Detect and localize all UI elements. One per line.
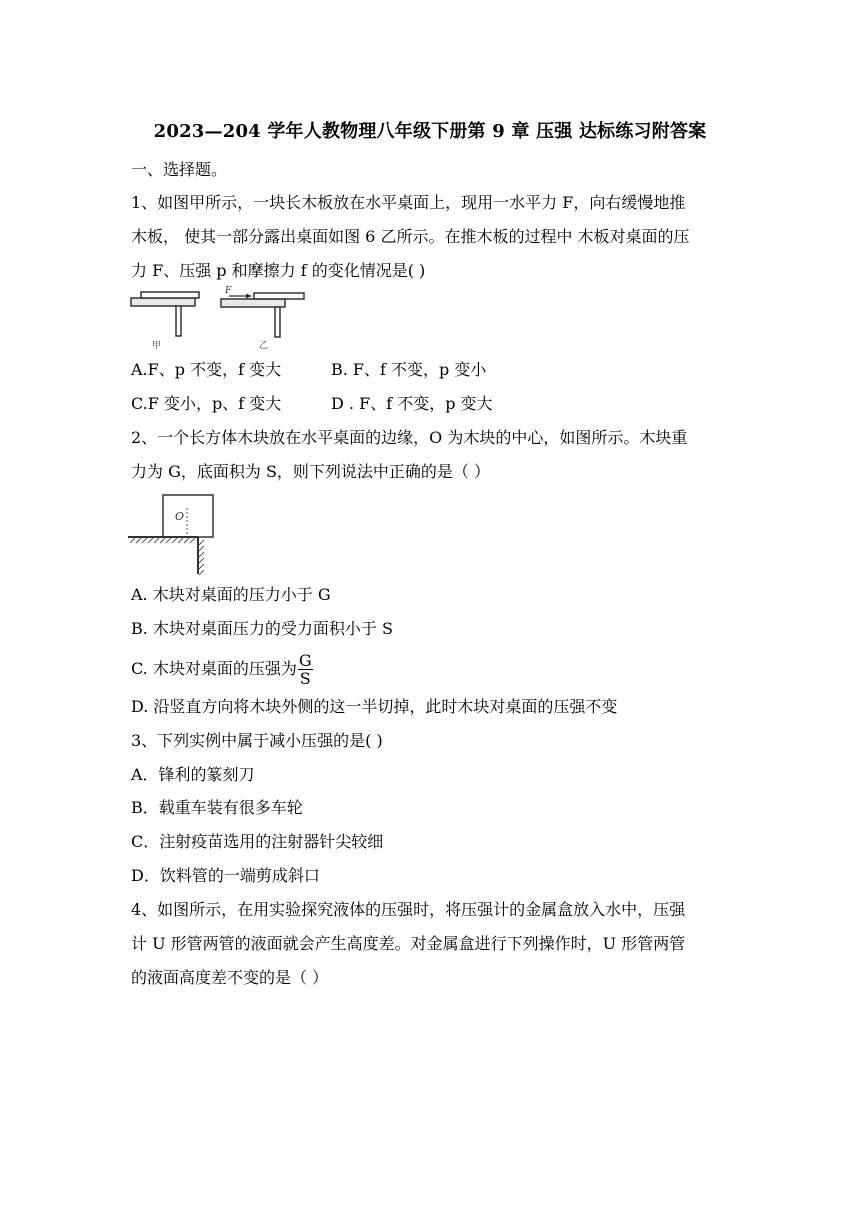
document-title: 2023—204 学年人教物理八年级下册第 9 章 压强 达标练习附答案 (153, 121, 707, 142)
q1-option-a: A.F、p 不变，f 变大 (131, 360, 282, 379)
q2-option-c (131, 652, 313, 687)
q2-text-line2: 力为 G，底面积为 S，则下列说法中正确的是（ ） (131, 462, 491, 481)
q3-option-b: B．载重车装有很多车轮 (131, 798, 303, 817)
q2-figure-center-label: O (175, 510, 185, 523)
q1-figure-label-a: 甲 (152, 341, 162, 351)
q2-option-d: D. 沿竖直方向将木块外侧的这一半切掉，此时木块对桌面的压强不变 (131, 697, 618, 716)
q3-option-d: D．饮料管的一端剪成斜口 (131, 866, 320, 885)
q2-option-c-text: C. 木块对桌面的压强为 (131, 659, 297, 678)
q1-figure-b (221, 286, 304, 351)
q2-text-line1: 2、一个长方体木块放在水平桌面的边缘，O 为木块的中心，如图所示。木块重 (131, 428, 688, 447)
q4-text-line1: 4、如图所示，在用实验探究液体的压强时，将压强计的金属盒放入水中，压强 (131, 900, 686, 919)
pressure-fraction (298, 652, 313, 687)
q1-text-line2: 木板， 使其一部分露出桌面如图 6 乙所示。在推木板的过程中 木板对桌面的压 (131, 227, 690, 246)
q4-text-line3: 的液面高度差不变的是（ ） (131, 968, 329, 987)
q1-figure-a (131, 292, 199, 351)
q1-text-line3: 力 F、压强 p 和摩擦力 f 的变化情况是( ) (131, 261, 426, 280)
q4-text-line2: 计 U 形管两管的液面就会产生高度差。对金属盒进行下列操作时，U 形管两管 (131, 934, 686, 953)
fraction-denominator: S (299, 669, 311, 688)
q2-option-b: B. 木块对桌面压力的受力面积小于 S (131, 619, 393, 638)
q1-option-c: C.F 变小，p、f 变大 (131, 394, 282, 413)
q1-figure-label-b: 乙 (259, 341, 269, 351)
fraction-numerator: G (298, 651, 312, 670)
q2-figure (128, 494, 218, 576)
q2-option-a: A. 木块对桌面的压力小于 G (131, 585, 331, 604)
q1-option-b: B. F、f 不变，p 变小 (331, 360, 487, 379)
section-heading: 一、选择题。 (131, 160, 228, 179)
wood-block (163, 495, 213, 537)
q1-figure (128, 286, 313, 352)
q1-figure-force-label: F (225, 286, 232, 296)
q3-option-c: C．注射疫苗选用的注射器针尖较细 (131, 832, 384, 851)
q3-option-a: A．锋利的篆刻刀 (131, 765, 255, 784)
q1-option-d: D . F、f 不变，p 变大 (331, 394, 493, 413)
q1-text-line1: 1、如图甲所示，一块长木板放在水平桌面上，现用一水平力 F，向右缓慢地推 (131, 193, 686, 212)
q3-text-line1: 3、下列实例中属于减小压强的是( ) (131, 731, 383, 750)
